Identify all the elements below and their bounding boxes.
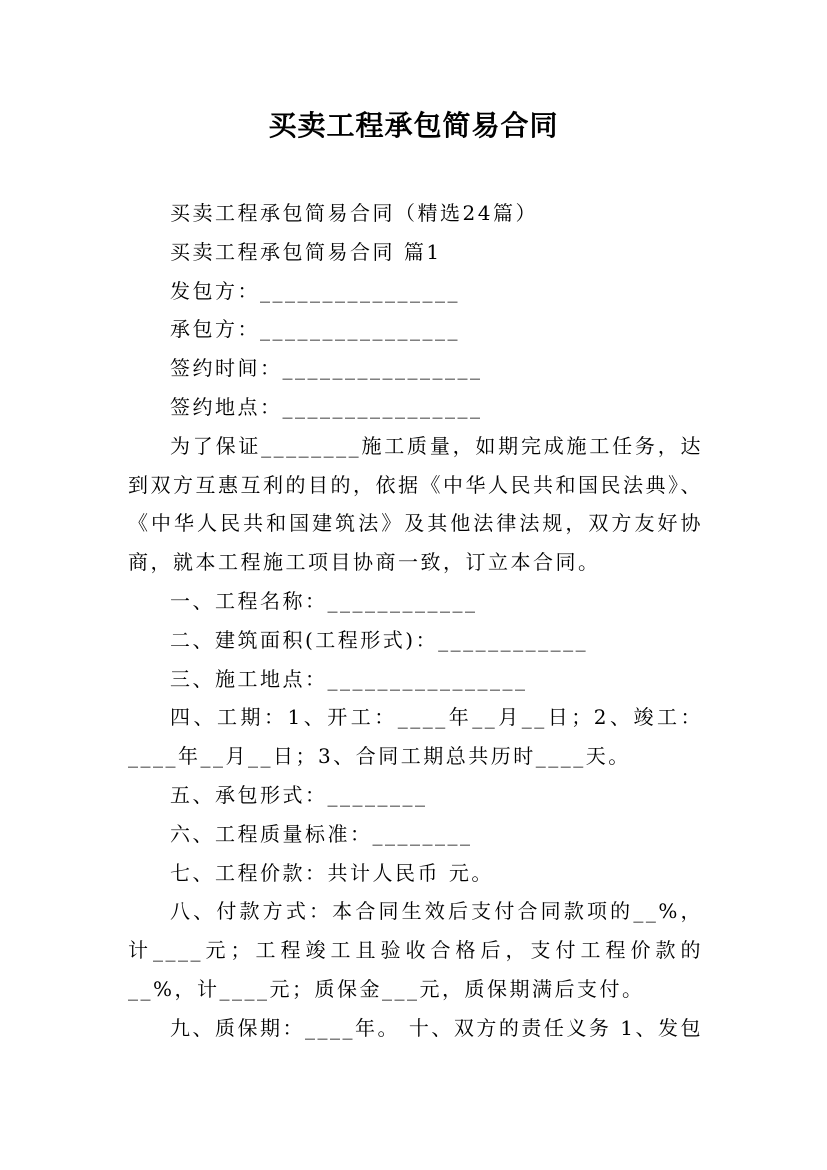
document-body: [128, 194, 703, 1048]
field-signing-time: 签约时间：________________: [170, 356, 483, 381]
field-contractor: 承包方：________________: [170, 317, 460, 342]
clause-9-warranty: 九、质保期：____年。 十、双方的责任义务 1、发包: [170, 1015, 703, 1040]
field-employer: 发包方：________________: [170, 278, 460, 303]
field-signing-place: 签约地点：________________: [170, 394, 483, 419]
clause-6-quality: 六、工程质量标准：________: [170, 821, 473, 846]
heading-collection: 买卖工程承包简易合同（精选24篇）: [170, 201, 538, 225]
clause-3-site: 三、施工地点：________________: [170, 666, 528, 691]
clause-5-contract-form: 五、承包形式：________: [170, 782, 428, 807]
clause-8-payment: 八、付款方式：本合同生效后支付合同款项的__%，计____元；工程竣工且验收合格后，支付工程价款的__%，计____元；质保金___元，质保期满后支付。: [128, 899, 703, 1001]
preamble-paragraph: 为了保证________施工质量，如期完成施工任务，达到双方互惠互利的目的，依据《中华人民共和国民法典》、《中华人民共和国建筑法》及其他法律法规，双方友好协商，就本工程施工项目协商一致，订立本合同。: [128, 433, 703, 575]
clause-2-building-area: 二、建筑面积(工程形式)：____________: [170, 627, 589, 652]
clause-1-project-name: 一、工程名称：____________: [170, 588, 478, 613]
document-title: 买卖工程承包简易合同: [268, 109, 559, 142]
clause-7-price: 七、工程价款：共计人民币 元。: [170, 860, 494, 885]
clause-4-schedule: 四、工期：1、开工：____年__月__日；2、竣工：____年__月__日；3、合同工期总共历时____天。: [128, 705, 703, 769]
heading-article-1: 买卖工程承包简易合同 篇1: [170, 239, 442, 264]
